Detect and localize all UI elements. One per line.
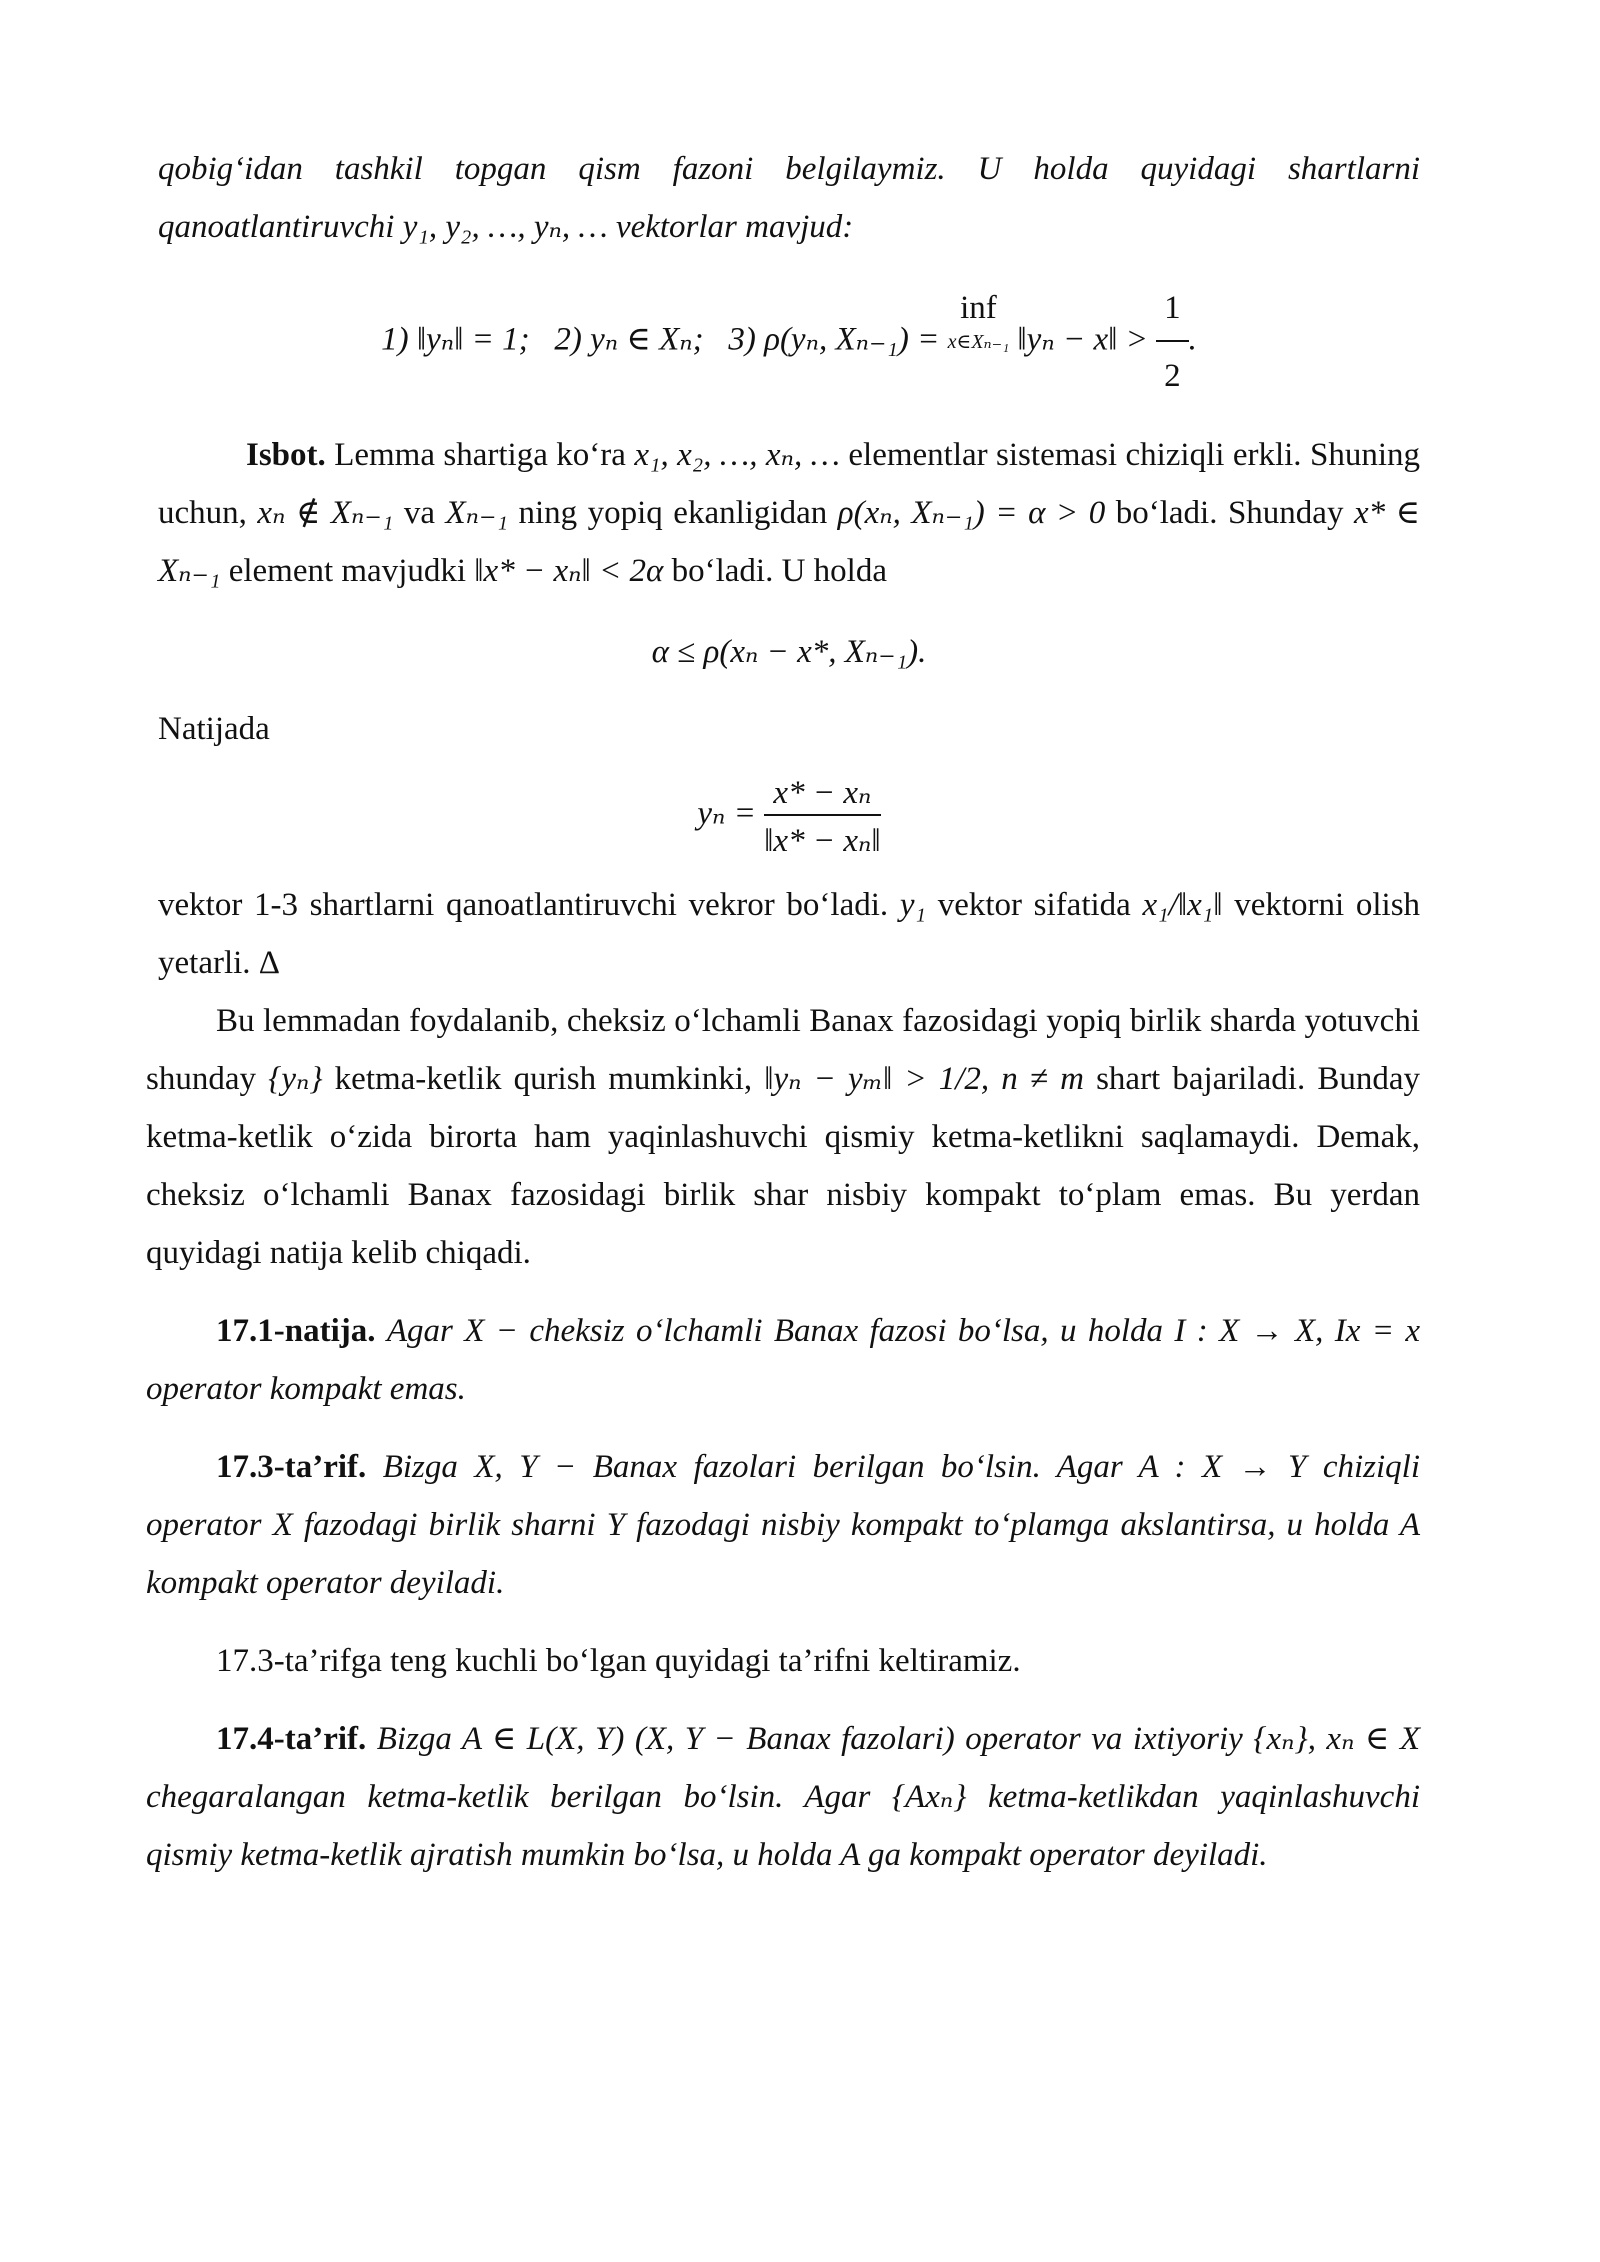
lemma-math-1: {yₙ}	[268, 1061, 323, 1097]
paragraph-definition-17-3	[146, 1438, 1420, 1612]
corollary-label: 17.1-natija.	[216, 1313, 376, 1349]
lemma-text-1: Bu lemmadan foydalanib, cheksiz o‘lchamli Banax fazosidagi yopiq birlik sharda yotuvchi shunday	[146, 1003, 1420, 1097]
proof-math-1: x₁, x₂, …, xₙ, …	[634, 437, 840, 473]
paragraph-definition-17-4	[146, 1710, 1420, 1884]
yn-denominator: ‖x* − xₙ‖	[764, 823, 881, 859]
equation-yn	[158, 772, 1420, 860]
paragraph-vector	[158, 876, 1420, 992]
corollary-text-1: Agar X − cheksiz o‘lchamli Banax fazosi bo‘lsa, u holda	[386, 1313, 1164, 1349]
proof-math-6: ‖x* − xₙ‖ < 2α	[474, 553, 664, 589]
proof-label: Isbot.	[246, 437, 326, 473]
document-page	[146, 140, 1421, 1884]
intro-tail: vektorlar mavjud:	[615, 209, 854, 245]
intro-text: qobig‘idan tashkil topgan qism fazoni belgilaymiz. U holda quyidagi shartlarni qanoatlantiruvchi	[158, 151, 1420, 245]
fraction-denominator: 2	[1164, 358, 1181, 394]
proof-text-3: va	[403, 495, 435, 531]
condition-3-lhs: 3) ρ(yₙ, Xₙ₋₁) =	[728, 321, 940, 358]
definition-17-3-label: 17.3-ta’rif.	[216, 1449, 367, 1485]
condition-3-rhs: ‖yₙ − x‖ >	[1017, 321, 1148, 358]
lemma-text-2: ketma-ketlik qurish mumkinki,	[334, 1061, 753, 1097]
fraction-half	[1156, 278, 1189, 406]
vector-math-1: y₁	[899, 887, 926, 923]
equation-conditions	[158, 278, 1420, 406]
paragraph-intro	[158, 140, 1420, 256]
proof-math-4: ρ(xₙ, Xₙ₋₁) = α > 0	[837, 495, 1106, 531]
inf-subscript: x∈Xₙ₋₁	[947, 331, 1010, 353]
corollary-math: I : X → X, Ix = x	[1174, 1313, 1420, 1349]
yn-fraction	[764, 772, 880, 860]
paragraph-natijada	[158, 700, 1420, 758]
proof-text-7: bo‘ladi. U holda	[671, 553, 887, 589]
definition-17-4-label: 17.4-ta’rif.	[216, 1721, 367, 1757]
condition-1: 1) ‖yₙ‖ = 1;	[381, 321, 530, 358]
intro-vectors: y₁, y₂, …, yₙ, …	[402, 209, 608, 245]
equation-end: .	[1188, 321, 1197, 358]
paragraph-proof	[158, 426, 1420, 600]
lemma-text-3: shart bajariladi. Bunday ketma-ketlik o‘zida birorta ham yaqinlashuvchi qismiy ketma-ketlikni saqlamaydi. Demak, cheksiz o‘lchamli Banax fazosidagi birlik shar nisbiy kompakt to‘plam emas. Bu yerdan quyidagi natija kelib chiqadi.	[146, 1061, 1420, 1271]
definition-17-3-text: Bizga X, Y − Banax fazolari berilgan bo‘lsin. Agar A : X → Y chiziqli operator X fazodagi birlik sharni Y fazodagi nisbiy kompakt to‘plamga akslantirsa, u holda A kompakt operator deyiladi.	[146, 1449, 1420, 1601]
inf-label: inf	[960, 290, 997, 326]
paragraph-corollary	[146, 1302, 1420, 1418]
proof-text-2: elementlar sistemasi chiziqli erkli. Shuning uchun,	[158, 437, 1420, 531]
proof-math-2: xₙ ∉ Xₙ₋₁	[257, 495, 394, 531]
proof-text-6: element mavjudki	[228, 553, 467, 589]
proof-math-3: Xₙ₋₁	[445, 495, 508, 531]
natijada-word: Natijada	[158, 711, 270, 747]
paragraph-lemma-use	[146, 992, 1420, 1282]
yn-lhs: yₙ =	[697, 795, 756, 832]
proof-text-1: Lemma shartiga ko‘ra	[334, 437, 626, 473]
equivalence-text: 17.3-ta’rifga teng kuchli bo‘lgan quyidagi ta’rifni keltiramiz.	[216, 1643, 1021, 1679]
equation-alpha	[158, 622, 1420, 682]
proof-text-4: ning yopiq ekanligidan	[518, 495, 828, 531]
definition-17-4-text: Bizga A ∈ L(X, Y) (X, Y − Banax fazolari) operator va ixtiyoriy {xₙ}, xₙ ∈ X chegaralangan ketma-ketlik berilgan bo‘lsin. Agar {Axₙ} ketma-ketlikdan yaqinlashuvchi qismiy ketma-ketlik ajratish mumkin bo‘lsa, u holda A ga kompakt operator deyiladi.	[146, 1721, 1421, 1873]
alpha-inequality: α ≤ ρ(xₙ − x*, Xₙ₋₁).	[651, 634, 927, 670]
lemma-math-2: ‖yₙ − yₘ‖ > 1/2, n ≠ m	[764, 1061, 1084, 1097]
vector-text-2: vektor sifatida	[937, 887, 1131, 923]
proof-math-5: x* ∈ Xₙ₋₁	[158, 495, 1421, 589]
vector-text-3: vektorni olish yetarli. Δ	[158, 887, 1421, 981]
proof-text-5: bo‘ladi. Shunday	[1115, 495, 1344, 531]
condition-2: 2) yₙ ∈ Xₙ;	[554, 321, 704, 358]
vector-text-1: vektor 1-3 shartlarni qanoatlantiruvchi vekror bo‘ladi.	[158, 887, 889, 923]
infimum-operator	[948, 278, 1010, 352]
fraction-numerator: 1	[1156, 278, 1189, 342]
yn-numerator: x* − xₙ	[764, 772, 880, 816]
corollary-text-2: operator kompakt emas.	[146, 1371, 466, 1407]
paragraph-equivalence	[146, 1632, 1420, 1690]
vector-math-2: x₁/‖x₁‖	[1142, 887, 1223, 923]
